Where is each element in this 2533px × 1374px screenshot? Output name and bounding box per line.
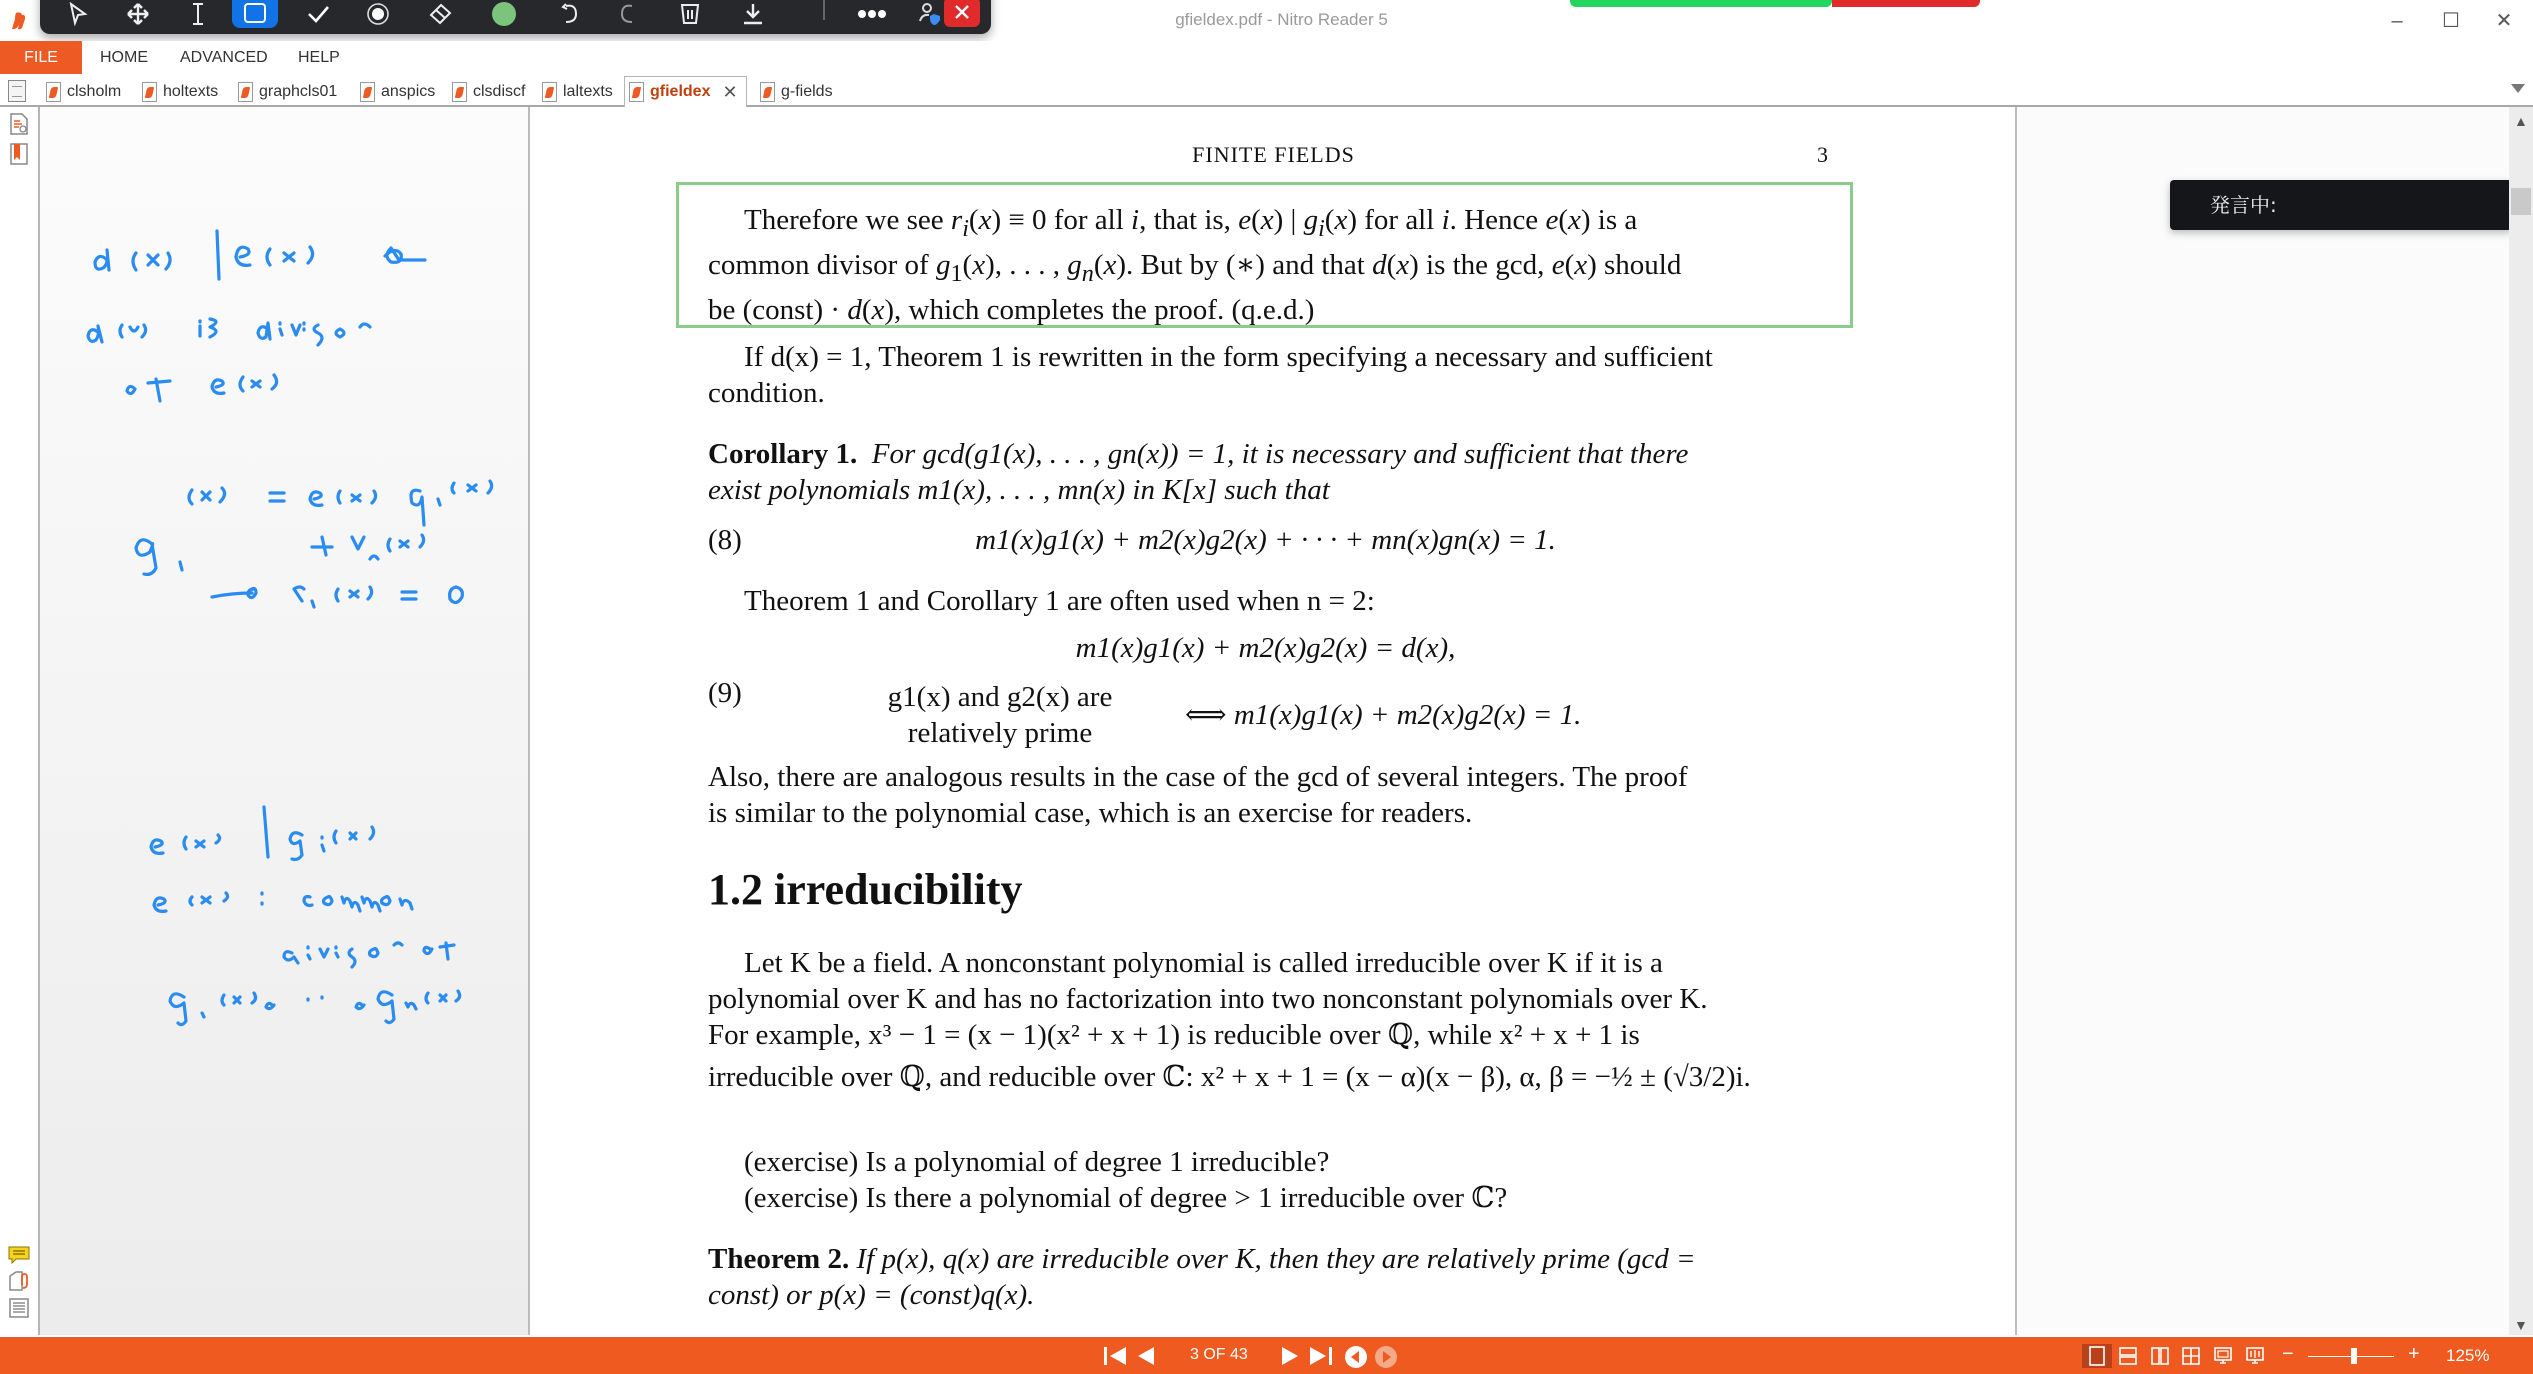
back-circle-icon — [1344, 1345, 1368, 1369]
pointer-icon — [67, 2, 89, 26]
tab-gfieldex[interactable] — [624, 76, 747, 109]
redo-icon — [616, 2, 640, 26]
move-icon — [126, 2, 150, 26]
check-icon — [306, 4, 330, 24]
last-page-icon — [1308, 1345, 1334, 1367]
equation-9b: ⟺ m1(x)g1(x) + m2(x)g2(x) = 1. — [1185, 699, 1582, 731]
theorem-2: Theorem 2. If p(x), q(x) are irreducible over K, then they are relatively prime (gcd = const) or p(x) = (const)q(x). — [708, 1243, 1696, 1311]
tab-label: gfieldex — [650, 83, 711, 100]
more-options-button[interactable] — [852, 0, 892, 30]
cover-view-button[interactable] — [2208, 1344, 2238, 1368]
menu-help[interactable]: HELP — [298, 49, 340, 66]
single-page-view-button[interactable] — [2082, 1344, 2112, 1368]
minimize-button[interactable]: – — [2391, 10, 2403, 32]
tab-label: g-fields — [781, 82, 833, 100]
close-toolbar-button[interactable] — [944, 0, 980, 27]
tab-holtexts[interactable] — [138, 76, 218, 107]
tab-clsdiscf[interactable] — [448, 76, 525, 107]
tab-label: clsholm — [67, 82, 122, 100]
text-cursor-icon — [190, 2, 206, 26]
boxed-line-2: common divisor of $g_1(x)$, . . . , $g_n(x)$. But by (∗) and that d(x) is the gcd, e(x) should — [708, 248, 1682, 287]
equation-9b-condition: g1(x) and g2(x) are relatively prime — [887, 681, 1113, 749]
grid-page-icon — [2181, 1346, 2201, 1366]
tab-overflow-icon[interactable] — [2511, 84, 2525, 93]
exercise-2: (exercise) Is there a polynomial of degree > 1 irreducible over ℂ? — [744, 1182, 1508, 1214]
page-number: 3 — [1817, 142, 1828, 167]
tab-label: anspics — [381, 82, 436, 100]
pdf-file-icon — [238, 82, 253, 102]
document-view[interactable] — [530, 107, 2509, 1335]
zoom-level[interactable]: 125% — [2446, 1346, 2490, 1365]
pdf-file-icon — [629, 82, 644, 102]
first-page-icon — [1102, 1345, 1128, 1367]
boxed-paragraph — [708, 202, 1823, 328]
tab-label: holtexts — [163, 82, 219, 100]
speaking-toast: 発言中: — [2170, 180, 2512, 230]
save-button[interactable] — [733, 0, 773, 30]
boxed-line-1: Therefore we see $r_i(x) \equiv 0$ for all i, that is, e(x) | $g_i(x)$ for all i. Hence e(x) is a — [744, 204, 1638, 242]
zoom-in-button[interactable]: + — [2408, 1343, 2420, 1365]
eraser-tool-button[interactable] — [420, 0, 460, 30]
delete-button[interactable] — [670, 0, 710, 30]
speaker-level-red — [1832, 0, 1980, 7]
laser-pointer-button[interactable] — [358, 0, 398, 30]
corollary-label: Corollary 1. — [708, 438, 858, 470]
bookmarks-icon[interactable] — [8, 143, 30, 165]
facing-page-icon — [2150, 1346, 2170, 1366]
paragraph-d-equals-1: If d(x) = 1, Theorem 1 is rewritten in the form specifying a necessary and sufficient condition. — [708, 341, 1713, 409]
color-swatch-icon — [491, 1, 517, 27]
page-thumbnails-icon[interactable] — [8, 113, 30, 135]
download-icon — [741, 2, 765, 26]
eraser-icon — [427, 2, 453, 26]
exercise-1: (exercise) Is a polynomial of degree 1 irreducible? — [744, 1146, 1330, 1178]
attachments-icon[interactable] — [8, 1270, 30, 1292]
next-page-icon — [1280, 1345, 1300, 1367]
status-bar — [0, 1337, 2533, 1374]
facing-view-button[interactable] — [2145, 1344, 2175, 1368]
zoom-out-button[interactable]: − — [2282, 1343, 2294, 1365]
paragraph-irreducible: Let K be a field. A nonconstant polynomial is called irreducible over K if it is a polynomial over K and has no factorization into two nonconstant polynomials over K. For example, x³ − 1 = (x − 1)(x² + x + 1) is reducible over ℚ, while x² + x + 1 is irreducible over ℚ, and reducible over ℂ: x² + x + 1 = (x − α)(x − β), α, β = −½ ± (√3/2)i. — [708, 947, 1751, 1093]
running-head: FINITE FIELDS — [1192, 142, 1355, 167]
laser-pointer-icon — [365, 1, 391, 27]
text-tool-button[interactable] — [178, 0, 218, 30]
theorem-usage-line: Theorem 1 and Corollary 1 are often used when n = 2: — [744, 585, 1375, 617]
undo-button[interactable] — [550, 0, 590, 30]
pdf-page — [530, 107, 2017, 1335]
maximize-button[interactable]: ☐ — [2442, 10, 2460, 32]
equation-9-label: (9) — [708, 677, 742, 709]
more-icon — [857, 9, 887, 19]
check-tool-button[interactable] — [298, 0, 338, 30]
scroll-down-icon[interactable]: ▼ — [2514, 1317, 2528, 1333]
section-heading: 1.2 irreducibility — [708, 865, 1023, 914]
paragraph-integers: Also, there are analogous results in the case of the gcd of several integers. The proof is similar to the polynomial case, which is an exercise for readers. — [708, 761, 1688, 829]
cover-continuous-view-button[interactable] — [2240, 1344, 2270, 1368]
continuous-view-button[interactable] — [2113, 1344, 2143, 1368]
tab-g-fields[interactable] — [756, 76, 833, 107]
previous-page-button[interactable] — [1136, 1345, 1156, 1367]
pdf-file-icon — [760, 82, 775, 102]
tab-clsholm[interactable] — [42, 76, 121, 107]
tab-anspics[interactable] — [356, 76, 435, 107]
pdf-file-icon — [360, 82, 375, 102]
first-page-button[interactable] — [1102, 1345, 1128, 1367]
tab-graphcls01[interactable] — [234, 76, 337, 107]
monitor-facing-icon — [2245, 1346, 2265, 1366]
comments-icon[interactable] — [8, 1244, 30, 1266]
document-tabs — [0, 74, 2533, 107]
toolbar-divider — [823, 0, 825, 20]
tab-label: laltexts — [563, 82, 613, 100]
rectangle-tool-button[interactable] — [232, 0, 278, 28]
menu-home[interactable]: HOME — [100, 49, 148, 66]
exercises — [744, 1144, 1859, 1216]
tab-list-button[interactable] — [8, 80, 26, 102]
forward-circle-icon — [1374, 1345, 1398, 1369]
facing-continuous-view-button[interactable] — [2176, 1344, 2206, 1368]
zoom-slider-thumb[interactable] — [2351, 1348, 2357, 1364]
corollary-1: Corollary 1. For gcd(g1(x), . . . , gn(x)) = 1, it is necessary and sufficient that there exist polynomials m1(x), . . . , mn(x) in K[x] such that — [708, 438, 1689, 506]
menu-file[interactable]: FILE — [0, 41, 82, 74]
layers-list-icon[interactable] — [8, 1297, 30, 1319]
window-title: gfieldex.pdf - Nitro Reader 5 — [1175, 10, 1388, 29]
undo-icon — [558, 2, 582, 26]
next-page-button[interactable] — [1280, 1345, 1300, 1367]
pdf-file-icon — [542, 82, 557, 102]
tab-close-button[interactable]: ✕ — [722, 81, 738, 102]
pdf-file-icon — [46, 82, 61, 102]
side-panel-strip — [0, 107, 40, 1335]
monitor-page-icon — [2213, 1346, 2233, 1366]
equation-8: m1(x)g1(x) + m2(x)g2(x) + · · · + mn(x)gn(x) = 1. — [975, 524, 1556, 556]
equation-9a: m1(x)g1(x) + m2(x)g2(x) = d(x), — [1075, 632, 1456, 664]
scroll-up-icon[interactable]: ▲ — [2514, 113, 2528, 129]
previous-page-icon — [1136, 1345, 1156, 1367]
equation-8-label: (8) — [708, 524, 742, 556]
single-page-icon — [2088, 1346, 2106, 1366]
tab-label: clsdiscf — [473, 82, 526, 100]
scroll-thumb[interactable] — [2511, 188, 2531, 215]
rectangle-icon — [243, 2, 267, 24]
select-tool-button[interactable] — [58, 0, 98, 30]
redo-button[interactable] — [608, 0, 648, 30]
close-window-button[interactable]: ✕ — [2495, 10, 2513, 32]
next-view-button[interactable] — [1374, 1345, 1398, 1367]
page-indicator[interactable]: 3 OF 43 — [1190, 1346, 1248, 1363]
pdf-file-icon — [452, 82, 467, 102]
user-shield-icon — [917, 1, 943, 27]
speaker-level-green — [1570, 0, 1832, 7]
previous-view-button[interactable] — [1344, 1345, 1368, 1367]
color-picker-button[interactable] — [484, 0, 524, 30]
pan-tool-button[interactable] — [118, 0, 158, 30]
handwriting-ink — [40, 107, 530, 1335]
trash-icon — [679, 2, 701, 26]
menu-advanced[interactable]: ADVANCED — [180, 49, 268, 66]
close-icon — [953, 3, 971, 21]
theorem-2-label: Theorem 2. — [708, 1243, 850, 1275]
tab-laltexts[interactable] — [538, 76, 613, 107]
handwritten-notes-pane[interactable] — [40, 107, 530, 1335]
last-page-button[interactable] — [1308, 1345, 1334, 1367]
pdf-file-icon — [142, 82, 157, 102]
tab-label: graphcls01 — [259, 82, 338, 100]
vertical-scrollbar[interactable] — [2509, 107, 2533, 1335]
annotation-toolbar — [40, 0, 991, 34]
boxed-line-3: be (const) · d(x), which completes the proof. (q.e.d.) — [708, 293, 1315, 326]
continuous-page-icon — [2118, 1346, 2138, 1366]
menu-bar — [0, 41, 2533, 74]
